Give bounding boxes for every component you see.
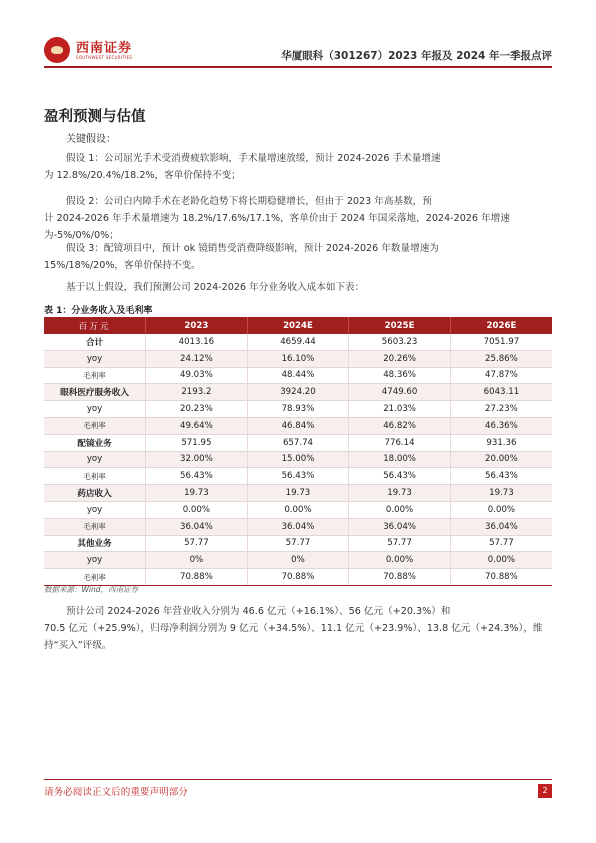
- table-cell: 0.00%: [450, 552, 552, 569]
- table-row: [44, 350, 552, 367]
- table-cell: 0.00%: [349, 501, 451, 518]
- table-row: [44, 451, 552, 468]
- table-cell: 70.88%: [146, 569, 248, 586]
- row-label: yoy: [44, 401, 146, 418]
- row-label: yoy: [44, 350, 146, 367]
- row-label: yoy: [44, 552, 146, 569]
- row-label: 毛利率: [44, 569, 146, 586]
- table-header-row: [44, 317, 552, 334]
- table-cell: 19.73: [450, 485, 552, 502]
- table-cell: 657.74: [247, 434, 349, 451]
- row-label: yoy: [44, 501, 146, 518]
- disclaimer-note: 请务必阅读正文后的重要声明部分: [44, 787, 188, 798]
- row-label: yoy: [44, 451, 146, 468]
- logo-name-cn: 西南证券: [76, 41, 133, 56]
- table-cell: 46.36%: [450, 417, 552, 434]
- table-row: [44, 417, 552, 434]
- table-cell: 25.86%: [450, 350, 552, 367]
- assumption-3: [44, 240, 552, 274]
- table-source: 数据来源：Wind，西南证券: [44, 585, 139, 594]
- section-title: 盈利预测与估值: [44, 109, 146, 125]
- table-cell: 36.04%: [247, 518, 349, 535]
- table-cell: 4749.60: [349, 384, 451, 401]
- table-row: [44, 485, 552, 502]
- table-cell: 0%: [146, 552, 248, 569]
- table-cell: 46.82%: [349, 417, 451, 434]
- table-cell: 571.95: [146, 434, 248, 451]
- table-cell: 776.14: [349, 434, 451, 451]
- key-assumptions-title: 关键假设：: [66, 134, 116, 145]
- assumption-3-first: 假设 3：配镜项目中，预计 ok 镜销售受消费降级影响，预计 2024-2026 年数量增速为: [66, 243, 439, 254]
- table-cell: 32.00%: [146, 451, 248, 468]
- table-row: [44, 468, 552, 485]
- table-cell: 49.03%: [146, 367, 248, 384]
- table-cell: 48.36%: [349, 367, 451, 384]
- table-cell: 0%: [247, 552, 349, 569]
- table-row: [44, 518, 552, 535]
- assumption-1-first: 假设 1：公司屈光手术受消费疲软影响，手术量增速放缓，预计 2024-2026 手术量增速: [66, 153, 441, 164]
- table-cell: 0.00%: [349, 552, 451, 569]
- assumption-2-rest: 计 2024-2026 年手术量增速为 18.2%/17.6%/17.1%，客单价由于 2024 年国采落地，2024-2026 年增速为-5%/0%/0%；: [44, 213, 510, 241]
- forecast-summary: [44, 603, 552, 654]
- revenue-margin-table: [44, 317, 552, 586]
- assumption-1-rest: 为 12.8%/20.4%/18.2%，客单价保持不变；: [44, 170, 241, 181]
- table-cell: 24.12%: [146, 350, 248, 367]
- table-cell: 7051.97: [450, 334, 552, 350]
- assumption-3-rest: 15%/18%/20%，客单价保持不变。: [44, 260, 201, 271]
- table-cell: 18.00%: [349, 451, 451, 468]
- row-label: 毛利率: [44, 468, 146, 485]
- table-cell: 36.04%: [146, 518, 248, 535]
- table-cell: 5603.23: [349, 334, 451, 350]
- table-cell: 47.87%: [450, 367, 552, 384]
- table-cell: 20.00%: [450, 451, 552, 468]
- table-cell: 931.36: [450, 434, 552, 451]
- table-cell: 21.03%: [349, 401, 451, 418]
- table-cell: 6043.11: [450, 384, 552, 401]
- footer-divider: [44, 779, 552, 780]
- table-row: [44, 384, 552, 401]
- table-cell: 46.84%: [247, 417, 349, 434]
- row-label: 合计: [44, 334, 146, 350]
- table-cell: 70.88%: [450, 569, 552, 586]
- table-cell: 20.23%: [146, 401, 248, 418]
- header-2025e: 2025E: [349, 317, 451, 334]
- table-row: [44, 334, 552, 350]
- table-cell: 19.73: [349, 485, 451, 502]
- row-label: 配镜业务: [44, 434, 146, 451]
- table-cell: 57.77: [349, 535, 451, 552]
- table-cell: 78.93%: [247, 401, 349, 418]
- table-row: [44, 569, 552, 586]
- table-cell: 3924.20: [247, 384, 349, 401]
- table-cell: 56.43%: [349, 468, 451, 485]
- header-2023: 2023: [146, 317, 248, 334]
- table-cell: 57.77: [247, 535, 349, 552]
- table-cell: 56.43%: [450, 468, 552, 485]
- table-row: [44, 552, 552, 569]
- table-row: [44, 535, 552, 552]
- row-label: 药店收入: [44, 485, 146, 502]
- table-cell: 48.44%: [247, 367, 349, 384]
- row-label: 毛利率: [44, 417, 146, 434]
- forecast-summary-first: 预计公司 2024-2026 年营业收入分别为 46.6 亿元（+16.1%）、56 亿元（+20.3%）和: [66, 606, 451, 617]
- table-row: [44, 401, 552, 418]
- logo-emblem-icon: [44, 37, 70, 63]
- row-label: 毛利率: [44, 518, 146, 535]
- table-cell: 16.10%: [247, 350, 349, 367]
- table-cell: 4659.44: [247, 334, 349, 350]
- assumption-1: [44, 150, 552, 184]
- table-intro: 基于以上假设，我们预测公司 2024-2026 年分业务收入成本如下表：: [66, 282, 365, 293]
- table-caption: 表 1：分业务收入及毛利率: [44, 306, 153, 316]
- assumption-2: [44, 193, 552, 244]
- assumption-2-first: 假设 2：公司白内障手术在老龄化趋势下将长期稳健增长，但由于 2023 年高基数，预: [66, 196, 432, 207]
- table-cell: 36.04%: [450, 518, 552, 535]
- table-cell: 70.88%: [247, 569, 349, 586]
- table-row: [44, 434, 552, 451]
- company-logo: [44, 34, 164, 66]
- row-label: 其他业务: [44, 535, 146, 552]
- table-cell: 36.04%: [349, 518, 451, 535]
- table-cell: 4013.16: [146, 334, 248, 350]
- forecast-summary-rest: 70.5 亿元（+25.9%），归母净利润分别为 9 亿元（+34.5%）、11.1 亿元（+23.9%）、13.8 亿元（+24.3%），维持“买入”评级。: [44, 623, 543, 651]
- table-row: [44, 501, 552, 518]
- table-cell: 27.23%: [450, 401, 552, 418]
- table-cell: 0.00%: [450, 501, 552, 518]
- header-unit: 百万元: [44, 317, 146, 334]
- table-cell: 57.77: [450, 535, 552, 552]
- table-cell: 2193.2: [146, 384, 248, 401]
- table-cell: 15.00%: [247, 451, 349, 468]
- table-cell: 57.77: [146, 535, 248, 552]
- table-row: [44, 367, 552, 384]
- row-label: 毛利率: [44, 367, 146, 384]
- table-cell: 56.43%: [146, 468, 248, 485]
- table-cell: 20.26%: [349, 350, 451, 367]
- table-cell: 49.64%: [146, 417, 248, 434]
- row-label: 眼科医疗服务收入: [44, 384, 146, 401]
- header-2026e: 2026E: [450, 317, 552, 334]
- table-cell: 19.73: [146, 485, 248, 502]
- header-2024e: 2024E: [247, 317, 349, 334]
- header-divider: [44, 66, 552, 68]
- report-header-title: 华厦眼科（301267）2023 年报及 2024 年一季报点评: [281, 50, 552, 62]
- table-cell: 70.88%: [349, 569, 451, 586]
- page-number: 2: [538, 784, 552, 798]
- table-cell: 19.73: [247, 485, 349, 502]
- table-cell: 0.00%: [247, 501, 349, 518]
- table-cell: 0.00%: [146, 501, 248, 518]
- table-cell: 56.43%: [247, 468, 349, 485]
- logo-name-en: SOUTHWEST SECURITIES: [76, 55, 133, 60]
